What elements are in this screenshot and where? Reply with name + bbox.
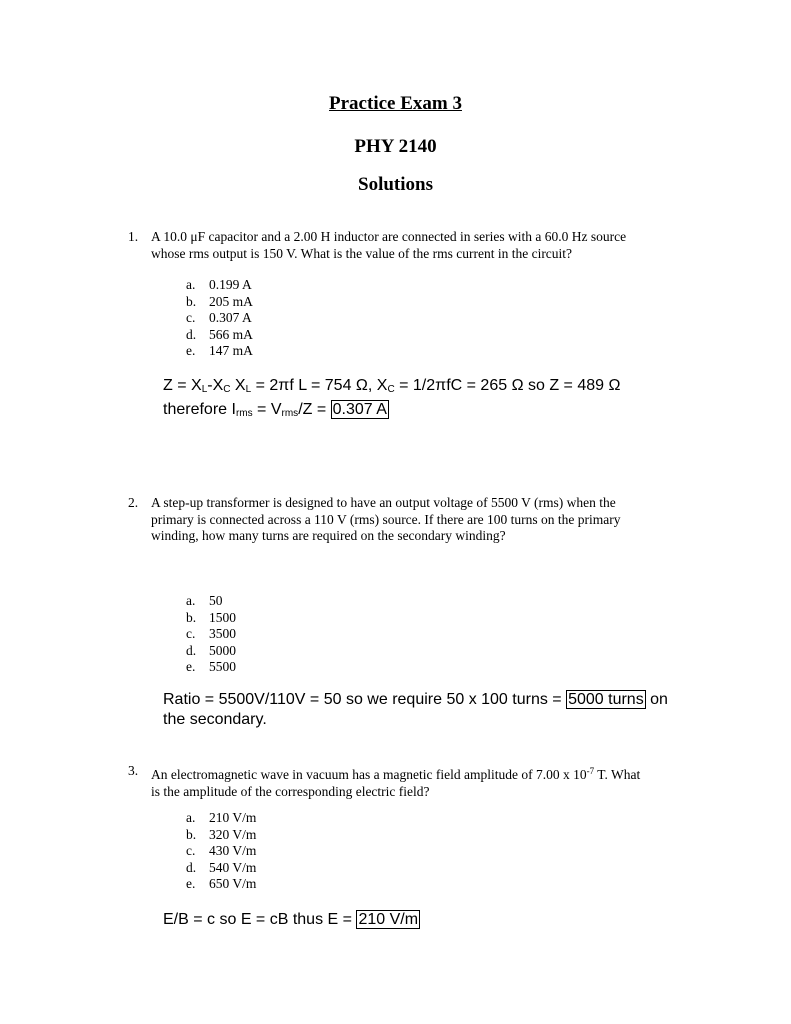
solution-line: Ratio = 5500V/110V = 50 so we require 50 x 100 turns = 5000 turns on (163, 691, 668, 708)
option-d: d. 5000 (186, 642, 236, 658)
options-list-2 (186, 593, 236, 676)
solution-line: E/B = c so E = cB thus E = 210 V/m (163, 911, 419, 928)
question-number: 1. (128, 229, 139, 244)
options-list-3 (186, 810, 256, 893)
option-a: a. 0.199 A (186, 277, 252, 292)
option-a: a. 50 (186, 593, 223, 608)
question-text-line: A 10.0 μF capacitor and a 2.00 H inductor are connected in series with a 60.0 Hz source (151, 229, 627, 244)
question-number: 3. (128, 763, 139, 778)
option-c: c. 3500 (186, 626, 236, 641)
boxed-answer: 5000 turns (568, 691, 644, 708)
question-number: 2. (128, 495, 139, 510)
boxed-answer: 210 V/m (358, 911, 419, 928)
question-text-line: An electromagnetic wave in vacuum has a magnetic field amplitude of 7.00 x $10^{-7}$ T. What (151, 766, 641, 782)
page-title: Practice Exam 3 (329, 93, 462, 114)
option-c: c. 0.307 A (186, 310, 252, 325)
option-c: c. 430 V/m (186, 843, 257, 858)
option-b: b. 1500 (186, 609, 236, 625)
solution-3 (163, 910, 420, 930)
option-b: b. 320 V/m (186, 826, 257, 842)
question-text (151, 763, 671, 800)
course-code: PHY 2140 (354, 136, 437, 157)
solution-1 (163, 376, 620, 424)
solution-line: therefore $I_{rms} = V_{rms}/Z = 0.307$ A (163, 401, 387, 419)
option-e: e. 5500 (186, 659, 236, 674)
page-subtitle: Solutions (358, 174, 433, 195)
option-d: d. 540 V/m (186, 859, 257, 875)
option-a: a. 210 V/m (186, 810, 257, 825)
question-text-line: A step-up transformer is designed to have an output voltage of 5500 V (rms) when the (151, 495, 616, 510)
options-list-1 (186, 277, 253, 360)
question-text-line: whose rms output is 150 V. What is the value of the rms current in the circuit? (151, 245, 573, 261)
solution-line: the secondary. (163, 711, 267, 728)
question-text (151, 229, 671, 262)
question-text-line: primary is connected across a 110 V (rms) source. If there are 100 turns on the primary (151, 511, 621, 527)
option-d: d. 566 mA (186, 326, 253, 342)
question-text-line: winding, how many turns are required on the secondary winding? (151, 528, 506, 543)
option-e: e. 147 mA (186, 343, 253, 358)
question-text (151, 495, 671, 545)
option-b: b. 205 mA (186, 293, 253, 309)
option-e: e. 650 V/m (186, 876, 257, 891)
boxed-answer: 0.307 A (332, 401, 387, 418)
solution-line: $Z = X_L-X_C$ $X_L = 2\pi f$ L = 754 Ω, $X_C = 1/2\pi fC = 265$ Ω so Z = 489 Ω (163, 377, 621, 395)
solution-2 (163, 690, 668, 730)
question-text-line: is the amplitude of the corresponding electric field? (151, 783, 430, 799)
